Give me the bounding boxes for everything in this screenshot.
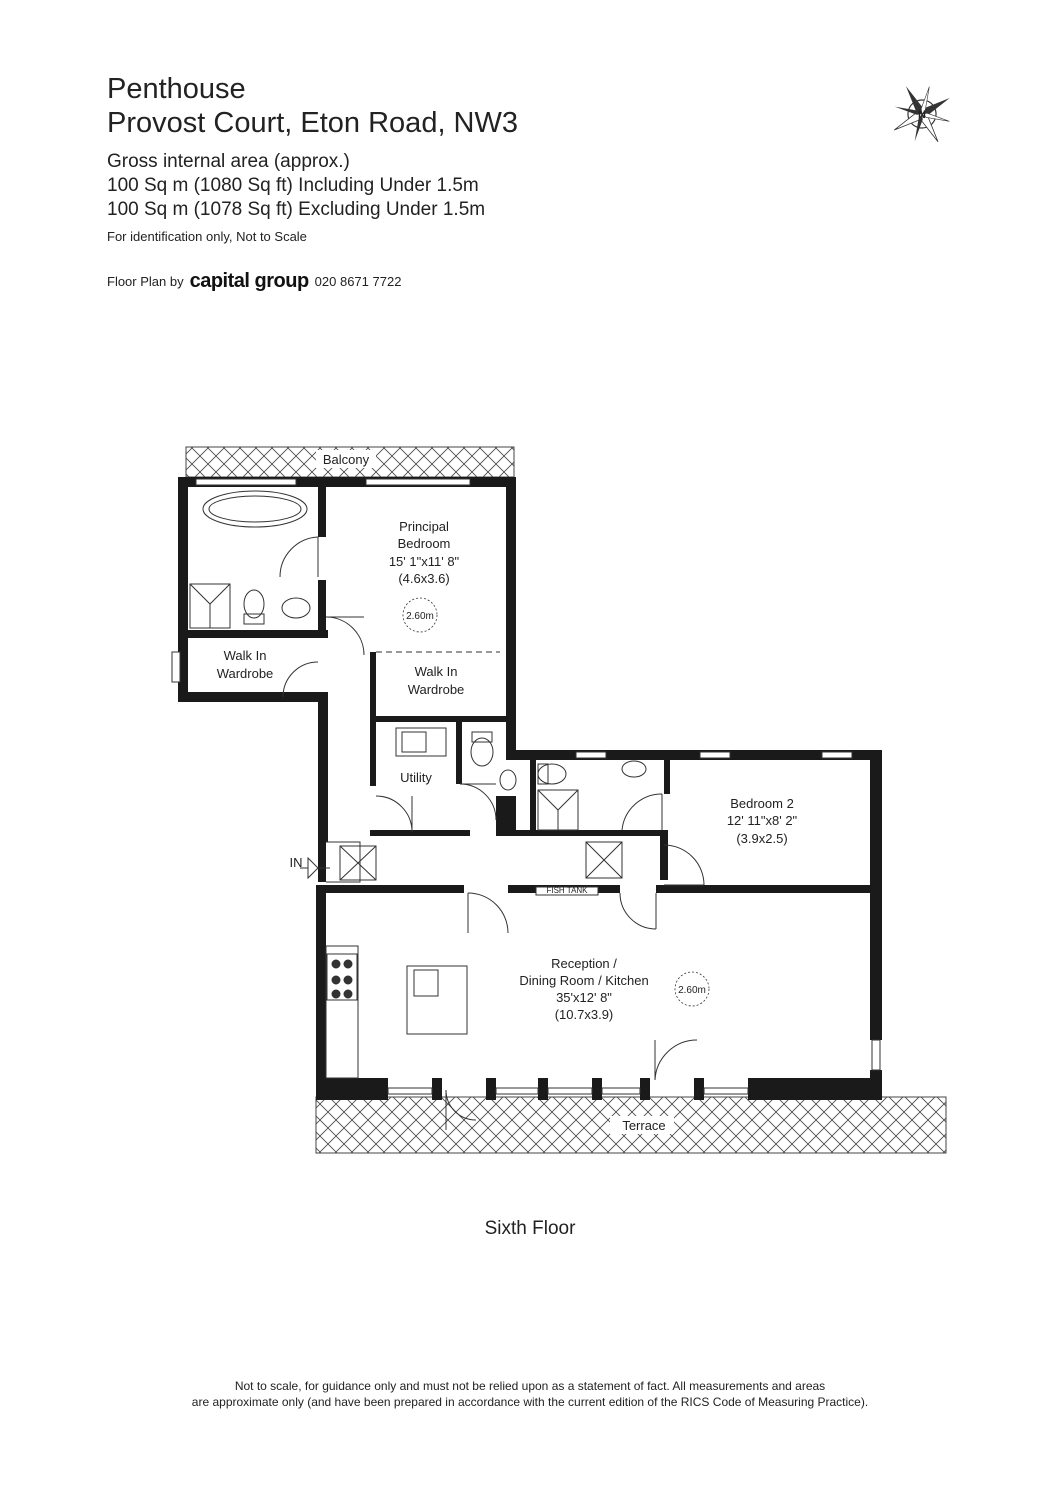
- walk-in-wardrobe-left-name-2: Wardrobe: [216, 666, 274, 681]
- area-excluding: 100 Sq m (1078 Sq ft) Excluding Under 1.5m: [107, 199, 486, 220]
- principal-bedroom-name-2: Bedroom: [397, 536, 451, 551]
- fish-tank-label: FISH TANK: [546, 886, 588, 895]
- principal-bedroom-name: Principal: [399, 519, 449, 534]
- basin-icon: [282, 598, 310, 618]
- walk-in-wardrobe-left-name: Walk In: [223, 648, 267, 663]
- reception-name-2: Dining Room / Kitchen: [519, 973, 649, 988]
- balcony-label: Balcony: [322, 452, 370, 467]
- brand-logo: capital group: [189, 270, 309, 292]
- identification-note: For identification only, Not to Scale: [107, 229, 307, 244]
- entrance-label: IN: [289, 855, 303, 870]
- floor-name: Sixth Floor: [484, 1218, 576, 1239]
- credit-phone: 020 8671 7722: [314, 274, 402, 289]
- reception-size: 35'x12' 8": [556, 990, 612, 1005]
- compass-letter: N: [918, 109, 926, 121]
- bedroom2-size: 12' 11"x8' 2": [726, 813, 798, 828]
- disclaimer-line-1: Not to scale, for guidance only and must not be relied upon as a statement of fact. All measurements and areas: [234, 1379, 826, 1393]
- reception-ceiling: 2.60m: [678, 985, 706, 996]
- disclaimer-line-2: are approximate only (and have been prepared in accordance with the current edition of the RICS Code of Measuring Practice).: [191, 1395, 869, 1409]
- bedroom2-name: Bedroom 2: [730, 796, 794, 811]
- principal-bedroom-metric: (4.6x3.6): [398, 571, 450, 586]
- title-line-1: Penthouse: [107, 73, 246, 105]
- walk-in-wardrobe-centre-name: Walk In: [414, 664, 458, 679]
- reception-name: Reception /: [551, 956, 617, 971]
- area-including: 100 Sq m (1080 Sq ft) Including Under 1.5m: [107, 175, 479, 196]
- principal-bedroom-size: 15' 1"x11' 8": [388, 554, 460, 569]
- bedroom2-metric: (3.9x2.5): [736, 831, 788, 846]
- disclaimer: [120, 1378, 940, 1410]
- credit-prefix: Floor Plan by: [107, 274, 184, 289]
- title-line-2: Provost Court, Eton Road, NW3: [107, 107, 518, 139]
- walk-in-wardrobe-centre-name-2: Wardrobe: [407, 682, 465, 697]
- kitchen-island: [407, 966, 467, 1034]
- terrace-label: Terrace: [622, 1118, 666, 1133]
- utility-label: Utility: [400, 770, 432, 785]
- area-heading: Gross internal area (approx.): [107, 151, 350, 172]
- principal-bedroom-ceiling: 2.60m: [406, 611, 434, 622]
- hob-icon: [327, 954, 357, 1000]
- windows: [172, 479, 880, 1094]
- exterior-walls: [178, 477, 882, 1100]
- reception-metric: (10.7x3.9): [554, 1007, 614, 1022]
- kitchen-counter: [326, 946, 358, 1078]
